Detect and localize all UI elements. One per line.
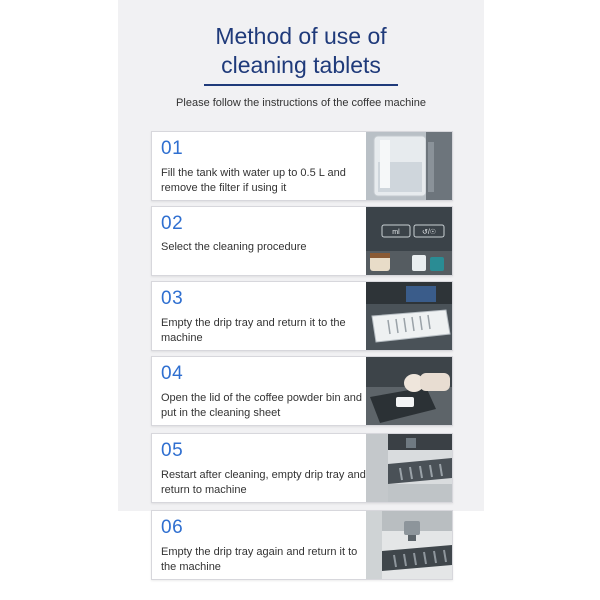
- water-tank-image: [366, 132, 452, 200]
- step-description: Open the lid of the coffee powder bin and put in the cleaning sheet: [161, 392, 362, 419]
- step-description: Select the cleaning procedure: [161, 241, 307, 253]
- step-number: 04: [161, 363, 184, 384]
- step-card-02: [151, 206, 453, 276]
- power-button-label: ↺/☉: [421, 229, 437, 236]
- page-subtitle: Please follow the instructions of the coffee machine: [176, 97, 426, 109]
- step-card-04: [151, 356, 453, 426]
- step-card-01: [151, 131, 453, 201]
- step-card-06: [151, 510, 453, 580]
- step-card-05: [151, 433, 453, 503]
- page-title-line2: cleaning tablets: [221, 52, 381, 78]
- drip-tray-image: [366, 282, 452, 350]
- ml-button-label: ml: [392, 229, 400, 236]
- step-number: 02: [161, 213, 184, 234]
- title-underline: [204, 84, 398, 86]
- step-description: Restart after cleaning, empty drip tray and return to machine: [161, 469, 366, 496]
- control-panel-image: [366, 207, 452, 275]
- machine-tray-image: [366, 511, 452, 579]
- step-number: 01: [161, 138, 184, 159]
- step-card-03: [151, 281, 453, 351]
- step-description: Empty the drip tray again and return it to the machine: [161, 546, 358, 573]
- machine-restart-image: [366, 434, 452, 502]
- step-description: Fill the tank with water up to 0.5 L and remove the filter if using it: [161, 167, 346, 194]
- powder-bin-image: [366, 357, 452, 425]
- page-title-line1: Method of use of: [215, 23, 387, 49]
- step-number: 05: [161, 440, 184, 461]
- step-number: 06: [161, 517, 184, 538]
- step-description: Empty the drip tray and return it to the machine: [161, 317, 346, 344]
- step-number: 03: [161, 288, 184, 309]
